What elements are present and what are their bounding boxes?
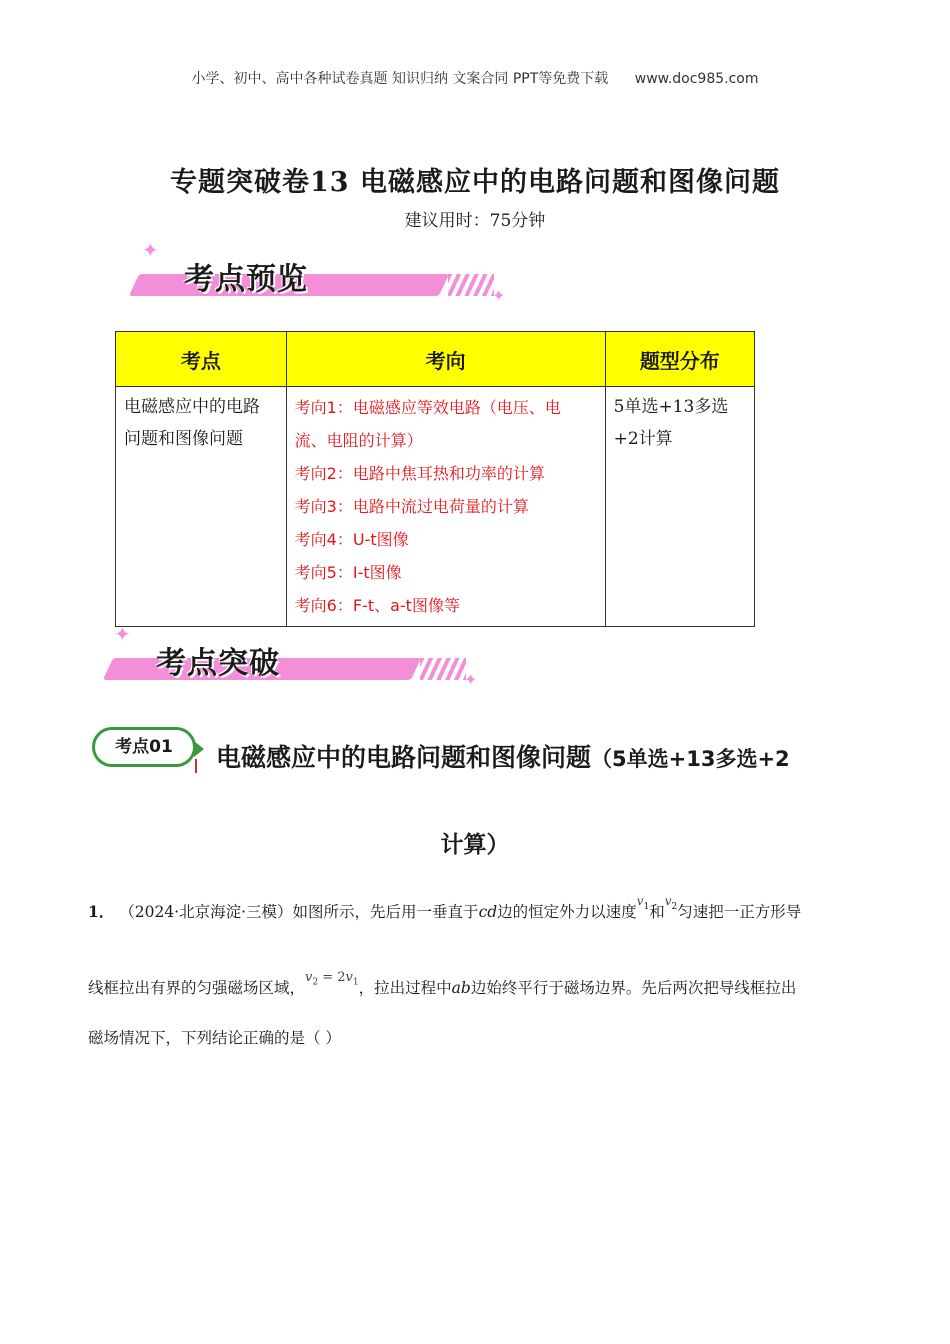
sparkle-icon: ✦	[492, 286, 506, 305]
question-text: 匀速把一正方形导	[677, 903, 802, 921]
kaodian-count-cont: 计算）	[440, 832, 510, 858]
question-1-line-1	[88, 894, 868, 924]
kaoxiang-item: 考向5：I-t图像	[294, 563, 402, 582]
kaoxiang-item: 考向4：U-t图像	[294, 530, 409, 549]
eq-mid: = 2	[318, 970, 346, 985]
kaoxiang-item: 考向3：电路中流过电荷量的计算	[294, 497, 529, 516]
question-1-line-2	[88, 970, 868, 1000]
cell-kaoxiang	[286, 387, 605, 627]
kaodian-line: 问题和图像问题	[124, 429, 243, 449]
site-header	[0, 68, 950, 88]
sparkle-icon: ✦	[114, 622, 131, 646]
overview-table	[115, 331, 755, 627]
page-subtitle: 建议用时：75分钟	[404, 211, 546, 231]
question-1-line-3: 磁场情况下，下列结论正确的是（ ）	[88, 1029, 341, 1047]
sparkle-icon: ✦	[464, 670, 478, 689]
question-text: 线框拉出有界的匀强磁场区域，	[88, 979, 306, 997]
page-title: 专题突破卷13 电磁感应中的电路问题和图像问题	[170, 167, 780, 198]
table-header-distribution: 题型分布	[605, 332, 754, 387]
kaodian-heading-text: 电磁感应中的电路问题和图像问题	[216, 743, 592, 772]
sparkle-icon: ✦	[142, 238, 159, 262]
kaoxiang-item: 考向2：电路中焦耳热和功率的计算	[294, 464, 545, 483]
banner-preview	[120, 240, 520, 310]
banner-breakthrough-label: 考点突破	[156, 646, 280, 681]
question-text: 边的恒定外力以速度	[497, 903, 637, 921]
question-text: ，拉出过程中	[358, 979, 452, 997]
banner-hatch	[420, 658, 466, 680]
eq-lhs-sub: 2	[312, 977, 319, 988]
distribution-line: +2计算	[613, 429, 673, 449]
table-header-row	[116, 332, 755, 387]
kaoxiang-item: 考向1：电磁感应等效电路（电压、电	[294, 398, 561, 417]
cell-kaodian	[116, 387, 287, 627]
var-v1-sub: 1	[643, 902, 650, 913]
question-text: 如图所示，先后用一垂直于	[292, 903, 479, 921]
kaodian-tag-label: 考点01	[115, 737, 173, 757]
site-header-text: 小学、初中、高中各种试卷真题 知识归纳 文案合同 PPT等免费下载	[191, 71, 609, 87]
table-header-kaoxiang: 考向	[286, 332, 605, 387]
kaoxiang-item: 流、电阻的计算）	[294, 431, 423, 450]
table-header-kaodian: 考点	[116, 332, 287, 387]
site-url[interactable]: www.doc985.com	[634, 71, 759, 87]
distribution-line: 5单选+13多选	[613, 397, 729, 417]
kaodian-count: （5单选+13多选+2	[591, 747, 790, 771]
tag-arrow-icon	[192, 729, 206, 775]
kaoxiang-item: 考向6：F-t、a-t图像等	[294, 596, 460, 615]
banner-hatch	[448, 274, 494, 296]
question-source: （2024·北京海淀·三模）	[119, 903, 293, 921]
kaodian-line: 电磁感应中的电路	[124, 397, 260, 417]
banner-preview-label: 考点预览	[184, 262, 308, 297]
kaodian-heading	[216, 738, 790, 774]
var-v1: v	[636, 894, 644, 908]
var-ab: ab	[451, 979, 471, 997]
banner-breakthrough	[96, 622, 496, 692]
question-text: 和	[649, 903, 665, 921]
kaodian-tag-pill	[92, 727, 196, 767]
question-text: 边始终平行于磁场边界。先后两次把导线框拉出	[470, 979, 797, 997]
var-v2: v	[664, 894, 672, 908]
cell-distribution	[605, 387, 754, 627]
table-row	[116, 387, 755, 627]
eq-rhs: v	[345, 970, 353, 985]
var-v2-sub: 2	[671, 902, 678, 913]
eq-rhs-sub: 1	[352, 977, 359, 988]
eq-lhs: v	[305, 970, 313, 985]
var-cd: cd	[478, 903, 498, 921]
question-number: 1．	[88, 902, 115, 921]
kaodian-tag	[92, 727, 204, 771]
